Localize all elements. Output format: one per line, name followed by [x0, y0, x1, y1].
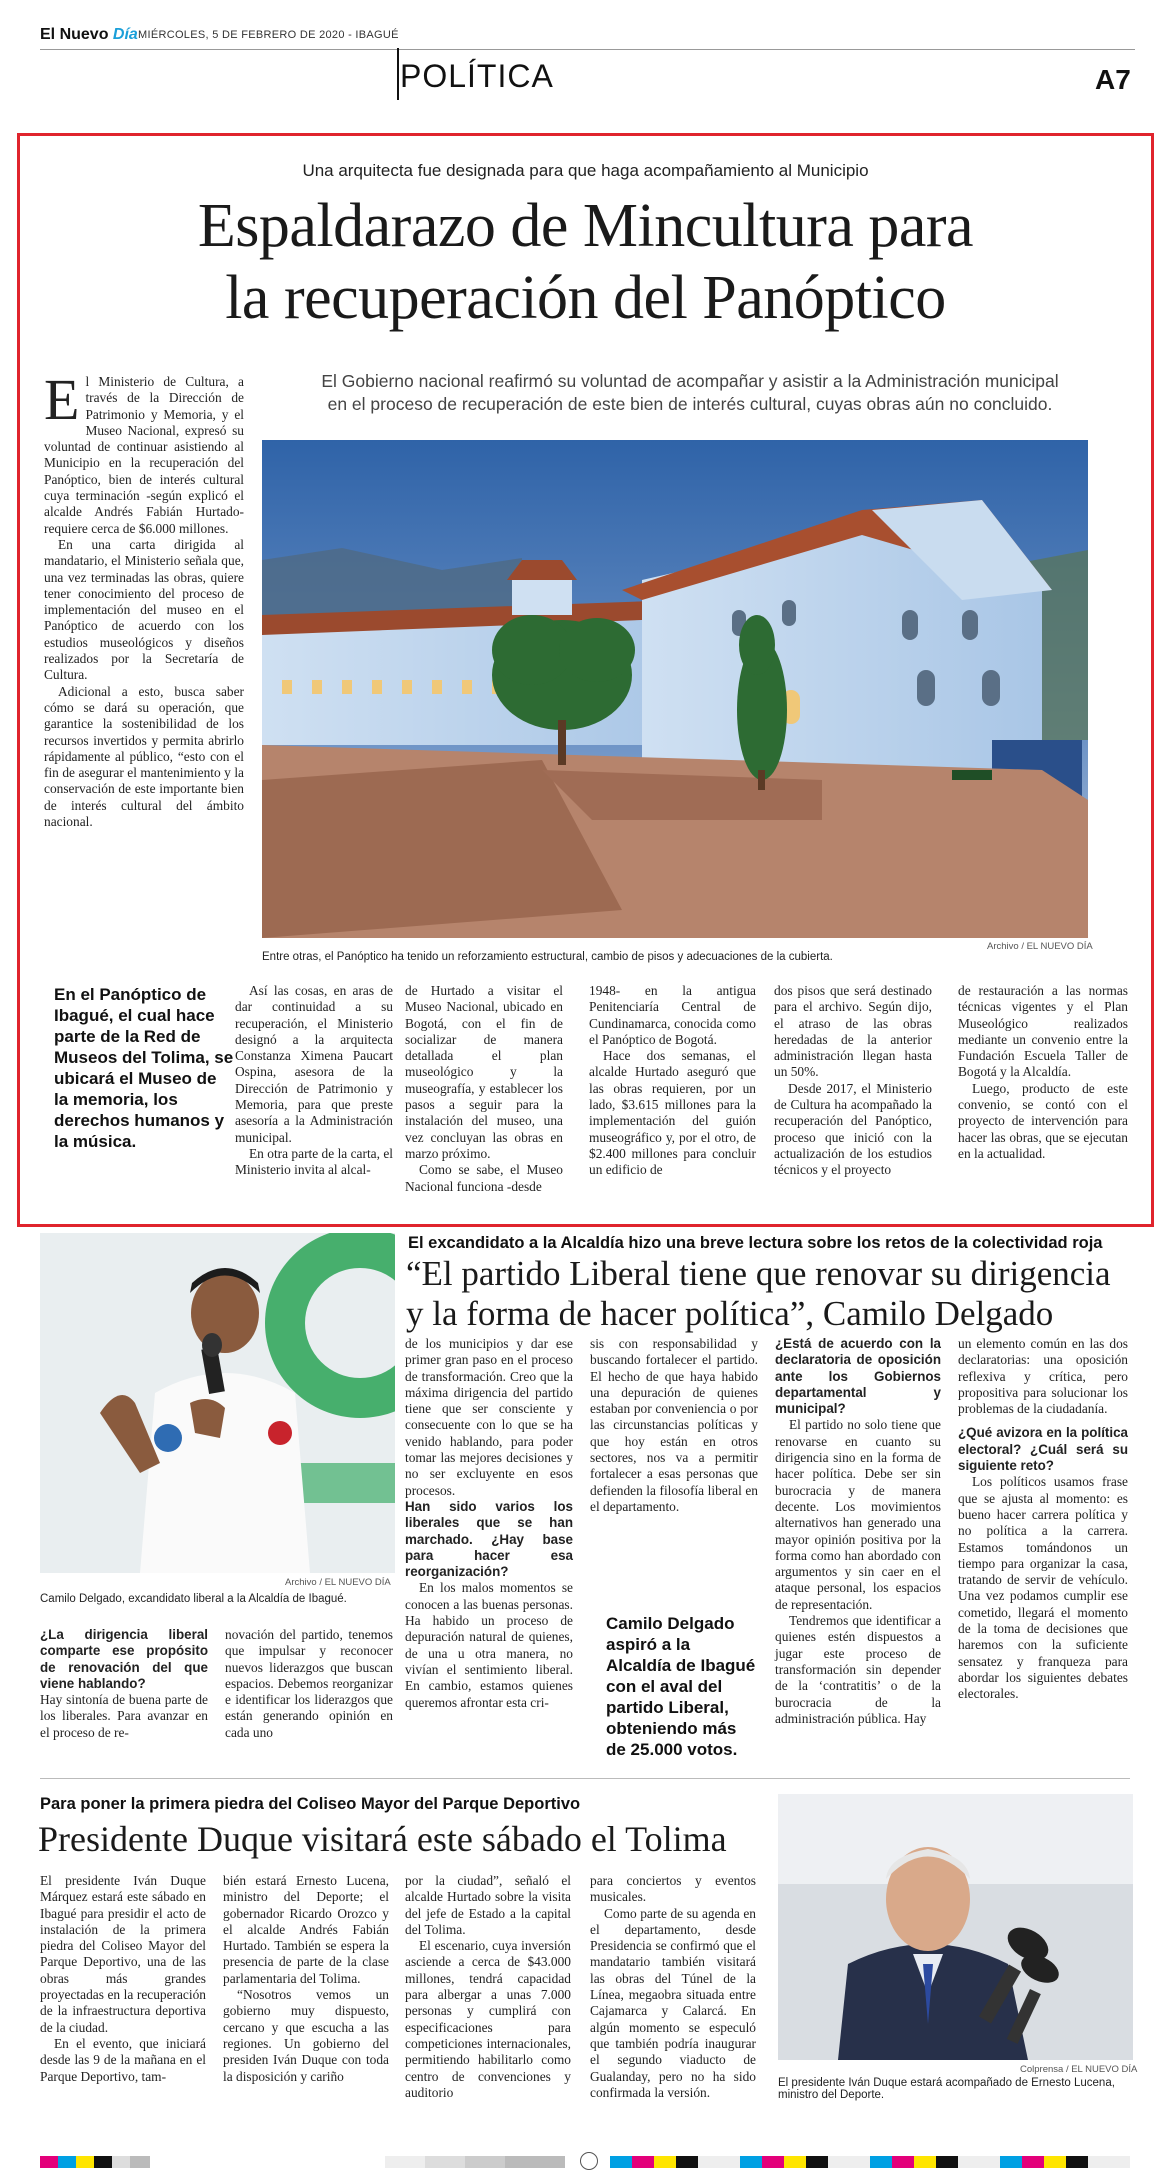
ivan-duque-photo	[778, 1794, 1133, 2060]
article2-column-2: novación del partido, tenemos que impulsar y reconocer nuevos liderazgos que buscan espacios. Debemos reorganizar e identificar los liderazgos que están generando opinión en cada uno	[225, 1627, 393, 1740]
article1-column-1: El Ministerio de Cultura, a través de la Dirección de Patrimonio y Memoria, y el Museo Nacional, expresó su voluntad de continuar asistiendo al Municipio en la recuperación del Panóptico, bien de interés cultural cuya terminación -según explicó el alcalde Andrés Fabián Hurtado- requiere cerca de $6.000 millones. En una carta dirigida al mandatario, el Ministerio señala que, una vez terminadas las obras, quiere tener conocimiento del proceso de implementación del museo en el Panóptico de acuerdo con los estudios museológicos y diseños realizados por la Secretaría de Cultura. Adicional a esto, busca saber cómo se dará su operación, que garantice la sostenibilidad de los recursos invertidos y permita abrirlo rápidamente al público, “esto con el fin de asegurar el mantenimiento y la conservación de este importante bien de interés cultural del ámbito nacional.	[44, 367, 244, 830]
article2-photo-credit: Archivo / EL NUEVO DÍA	[285, 1577, 391, 1588]
article3-column-3: por la ciudad”, señaló el alcalde Hurtado sobre la visita del jefe de Estado a la capital del Tolima. El escenario, cuya inversión asciende a cerca de $43.000 millones, tendrá capacidad para albergar a unas 7.000 personas y cumplirá con especificaciones para competiciones internacionales, permitiendo habilitarlo como centro de convenciones y auditorio	[405, 1873, 571, 2100]
section-rule	[40, 1778, 1130, 1779]
article1-pullquote: En el Panóptico de Ibagué, el cual hace parte de la Red de Museos del Tolima, se ubicará el Museo de la memoria, los derechos humanos y la música.	[54, 985, 234, 1151]
article2-headline: “El partido Liberal tiene que renovar su dirigencia y la forma de hacer política”, Camilo Delgado	[406, 1254, 1111, 1333]
article2-column-6: un elemento común en las dos declaratorias: una oposición reflexiva y crítica, pero propositiva para solucionar los problemas de la ciudadanía. ¿Qué avizora en la política electoral? ¿Cuál será su siguiente reto? Los políticos usamos frase que se ajusta al momento: es bueno hacer carrera política y no política a la carrera. Estamos tomándonos un tiempo para organizar la casa, tratando de servir de vehículo. Una vez podamos cumplir ese cometido, llegará el momento de la toma de decisiones que haremos con la suficiente sensatez y franqueza para abordar los siguientes debates electorales.	[958, 1336, 1128, 1702]
panoptico-photo	[262, 440, 1088, 938]
article3-kicker: Para poner la primera piedra del Coliseo Mayor del Parque Deportivo	[40, 1795, 581, 1813]
article2-column-1: ¿La dirigencia liberal comparte ese propósito de renovación del que viene hablando? Hay sintonía de buena parte de los liberales. Para avanzar en el proceso de re-	[40, 1627, 208, 1740]
article3-column-1: El presidente Iván Duque Márquez estará este sábado en Ibagué para presidir el acto de instalación de la primera piedra del Coliseo Mayor del Parque Deportivo, una de las obras más grandes proyectadas en la recuperación de la infraestructura deportiva de la ciudad. En el evento, que iniciará desde las 9 de la mañana en el Parque Deportivo, tam-	[40, 1873, 206, 2084]
article2-photo-caption: Camilo Delgado, excandidato liberal a la Alcaldía de Ibagué.	[40, 1593, 347, 1605]
article1-column-5: dos pisos que será destinado para el archivo. Según dijo, el atraso de las obras heredadas de la anterior administración llegan hasta un 50%. Desde 2017, el Ministerio de Cultura ha acompañado la recuperación del Panóptico, proceso que inició con la actualización de los estudios técnicos y el proyecto	[774, 983, 932, 1178]
article2-column-5: ¿Está de acuerdo con la declaratoria de oposición ante los Gobiernos departamental y municipal? El partido no solo tiene que renovarse en cuanto su dirigencia sino en la forma de hacer política. Debe ser sin burocracia y de manera decente. Los movimientos alternativos han generado una mayor opinión positiva por la forma como han abordado con argumentos y sin caer en el ataque personal, los espacios de representación. Tendremos que identificar a quienes estén dispuestos a jugar este proceso de transformación sin depender de la ‘contratitis’ o de la burocracia de la administración pública. Hay	[775, 1336, 941, 1726]
section-title: POLÍTICA	[400, 58, 554, 94]
article3-column-4: para conciertos y eventos musicales. Como parte de su agenda en el departamento, desde Presidencia se confirmó que el mandatario también visitará las obras del Túnel de la Línea, megaobra situada entre Cajamarca y Calarcá. En algún momento se especuló que también podría inaugurar el segundo viaducto de Gualanday, pero no ha sido confirmada la versión.	[590, 1873, 756, 2100]
article1-photo-credit: Archivo / EL NUEVO DÍA	[987, 941, 1093, 952]
section-divider	[397, 48, 399, 100]
article3-photo-credit: Colprensa / EL NUEVO DÍA	[1020, 2064, 1138, 2075]
drop-cap: E	[44, 367, 80, 432]
article1-column-6: de restauración a las normas técnicas vigentes y el Plan Museológico realizados mediante un convenio entre la Fundación Escuela Taller de Bogotá y la Alcaldía. Luego, producto de este convenio, se contó con el proyecto de intervención para hacer las obras, que se ejecutan en la actualidad.	[958, 983, 1128, 1161]
article1-column-4: 1948- en la antigua Penitenciaría Central de Cundinamarca, conocida como el Panóptico de Bogotá. Hace dos semanas, el alcalde Hurtado aseguró que las obras requieren, por un lado, $3.615 millones para la implementación del guión museográfico y, por el otro, de $2.400 millones para concluir un edificio de	[589, 983, 756, 1178]
color-registration-bar-left	[40, 2156, 150, 2168]
color-registration-bar-right	[610, 2156, 1130, 2168]
interview-question: Han sido varios los liberales que se han marchado. ¿Hay base para hacer esa reorganización?	[405, 1498, 573, 1580]
dateline: MIÉRCOLES, 5 DE FEBRERO DE 2020 - IBAGUÉ	[138, 29, 399, 41]
article2-column-3: de los municipios y dar ese primer gran paso en el proceso de transformación. Creo que la máxima dirigencia del partido tiene que ser consciente y consecuente con lo que se ha venido hablando, para poder tomar las mejores decisiones y no ser excluyente en esos procesos. Han sido varios los liberales que se han marchado. ¿Hay base para hacer esa reorganización? En los malos momentos se conocen a las buenas personas. Ha habido un proceso de depuración natural de quienes, de una u otra manera, no vivían el sentimiento liberal. En cambio, estamos quienes queremos afrontar esta cri-	[405, 1336, 573, 1710]
interview-question: ¿Está de acuerdo con la declaratoria de oposición ante los Gobiernos departamental y municipal?	[775, 1336, 941, 1417]
article2-column-4: sis con responsabilidad y buscando fortalecer el partido. El hecho de que haya habido una depuración de quienes estaban por conveniencia o por las circunstancias políticas y que hoy están en otros sectores, nos va a permitir fortalecer a esas personas que defienden la filosofía liberal en el departamento.	[590, 1336, 758, 1514]
registration-mark	[580, 2152, 598, 2170]
gray-registration-bar	[385, 2156, 565, 2168]
article1-kicker: Una arquitecta fue designada para que haga acompañamiento al Municipio	[302, 161, 869, 180]
article3-column-2: bién estará Ernesto Lucena, ministro del Deporte; el gobernador Ricardo Orozco y el alcalde Andrés Fabián Hurtado. También se espera la presencia de parte de la clase parlamentaria del Tolima. “Nosotros vemos un gobierno muy dispuesto, cercano y que escucha a las regiones. Un gobierno del presiden Iván Duque con toda la disposición y cariño	[223, 1873, 389, 2084]
article2-pullquote: Camilo Delgado aspiró a la Alcaldía de Ibagué con el aval del partido Liberal, obteniendo más de 25.000 votos.	[606, 1614, 756, 1759]
article1-deck: El Gobierno nacional reafirmó su voluntad de acompañar y asistir a la Administración municipal en el proceso de recuperación de este bien de interés cultural, cuyas obras aún no concluido.	[321, 371, 1059, 414]
article2-kicker: El excandidato a la Alcaldía hizo una breve lectura sobre los retos de la colectividad roja	[408, 1234, 1103, 1252]
article1-headline: Espaldarazo de Mincultura para la recuperación del Panóptico	[197, 192, 974, 332]
article3-photo-caption: El presidente Iván Duque estará acompañado de Ernesto Lucena, ministro del Deporte.	[778, 2077, 1115, 2101]
page-number: A7	[1095, 64, 1131, 95]
interview-question: ¿Qué avizora en la política electoral? ¿Cuál será su siguiente reto?	[958, 1425, 1128, 1474]
article3-headline: Presidente Duque visitará este sábado el Tolima	[38, 1819, 727, 1859]
article1-column-2: Así las cosas, en aras de dar continuidad a su recuperación, el Ministerio designó a la arquitecta Constanza Ximena Paucart Ospina, asesora de la Dirección de Patrimonio y Memoria, para que preste asesoría a la Administración municipal. En otra parte de la carta, el Ministerio invita al alcal-	[235, 983, 393, 1178]
article1-column-3: de Hurtado a visitar el Museo Nacional, ubicado en Bogotá, con el fin de socializar de manera detallada el plan museológico y la museografía, y establecer los pasos a seguir para la instalación del museo, una vez concluyan las obras en marzo próximo. Como se sabe, el Museo Nacional funciona -desde	[405, 983, 563, 1194]
interview-question: ¿La dirigencia liberal comparte ese propósito de renovación del que viene hablando?	[40, 1627, 208, 1691]
newspaper-logo: El Nuevo Día	[40, 26, 138, 43]
camilo-delgado-photo	[40, 1233, 395, 1573]
article1-photo-caption: Entre otras, el Panóptico ha tenido un reforzamiento estructural, cambio de pisos y adecuaciones de la cubierta.	[262, 951, 833, 963]
